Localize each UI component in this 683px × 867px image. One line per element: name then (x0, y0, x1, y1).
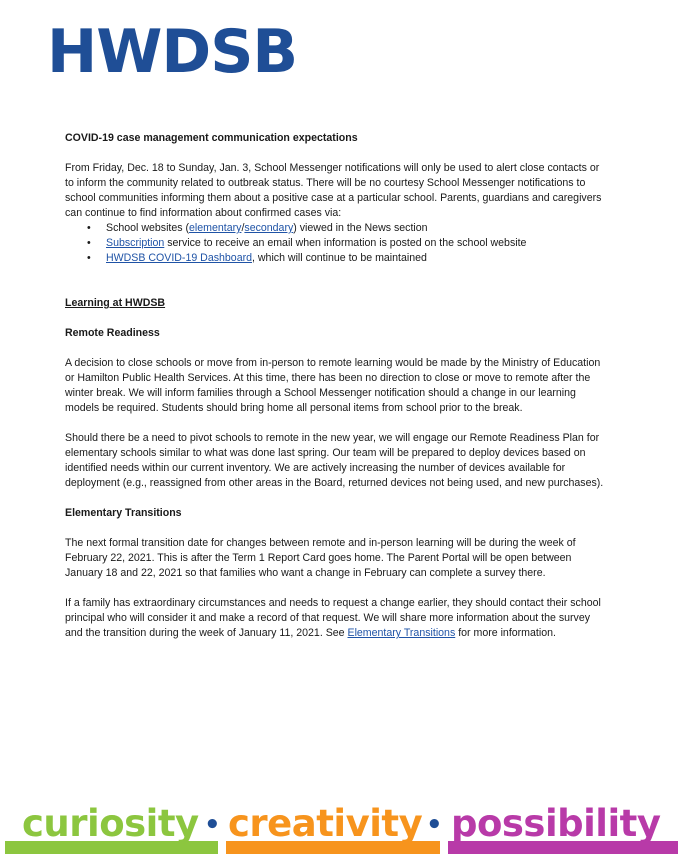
remote-readiness-heading: Remote Readiness (65, 327, 160, 339)
bullet1-prefix: School websites ( (106, 222, 190, 234)
possibility-word: possibility (451, 802, 661, 845)
secondary-link[interactable]: secondary (244, 222, 294, 234)
subscription-link[interactable]: Subscription (106, 237, 165, 249)
curiosity-word: curiosity (22, 802, 199, 845)
elementary-transitions-heading: Elementary Transitions (65, 507, 182, 519)
covid-dashboard-link[interactable]: HWDSB COVID-19 Dashboard (106, 252, 253, 264)
creativity-word: creativity (228, 802, 423, 845)
bullet1-sep: / (241, 222, 245, 234)
covid-intro-paragraph: From Friday, Dec. 18 to Sunday, Jan. 3, School Messenger notifications will only be used to alert close contacts or to inform the community related to outbreak status. There will be no courtesy School Messenger notifications to school communities informing them about a positive case at a particular school. Parents, guardians and caregivers can continue to find information about confirmed cases via: (65, 162, 602, 219)
elem-p2-prefix: If a family has extraordinary circumstances and needs to request a change earlier, they should contact their school principal who will consider it and make a record of that request. We will share more information about the survey and the transition during the week of January 11, 2021. See (65, 597, 601, 639)
remote-paragraph-2: Should there be a need to pivot schools to remote in the new year, we will engage our Remote Readiness Plan for elementary schools similar to what was done last spring. Our team will be prepared to deploy devices based on identified needs within our current inventory. We are actively increasing the number of devices available for deployment (e.g., reassigned from other areas in the Board, returned devices not being used, and new purchases). (65, 432, 604, 489)
list-item (65, 251, 610, 266)
remote-paragraph-1: A decision to close schools or move from in-person to remote learning would be made by the Ministry of Education or Hamilton Public Health Services. At this time, there has been no direction to close or move to remote after the winter break. We will inform families through a School Messenger notification should a change in our learning models be required. Students should bring home all personal items from school prior to the break. (65, 357, 601, 414)
separator-dot-1: • (204, 810, 221, 840)
hwdsb-logo: HWDSB (47, 17, 298, 87)
elementary-paragraph-1: The next formal transition date for changes between remote and in-person learning will be during the week of February 22, 2021. This is after the Term 1 Report Card goes home. The Parent Portal will be open between January 18 and 22, 2021 so that families who want a change in February can complete a survey there. (65, 537, 576, 579)
list-item (65, 221, 610, 236)
letter-body (65, 131, 610, 641)
elem-p2-suffix: for more information. (455, 627, 556, 639)
bullet3-suffix: , which will continue to be maintained (252, 252, 427, 264)
learning-heading: Learning at HWDSB (65, 297, 166, 309)
footer-banner (0, 800, 683, 860)
list-item (65, 236, 610, 251)
covid-heading: COVID-19 case management communication expectations (65, 132, 358, 144)
bullet1-suffix: ) viewed in the News section (293, 222, 428, 234)
bullet2-suffix: service to receive an email when information is posted on the school website (164, 237, 527, 249)
info-sources-list (65, 221, 610, 266)
elementary-link[interactable]: elementary (189, 222, 242, 234)
separator-dot-2: • (426, 810, 443, 840)
elementary-transitions-link[interactable]: Elementary Transitions (347, 627, 456, 639)
elementary-paragraph-2 (65, 596, 610, 641)
